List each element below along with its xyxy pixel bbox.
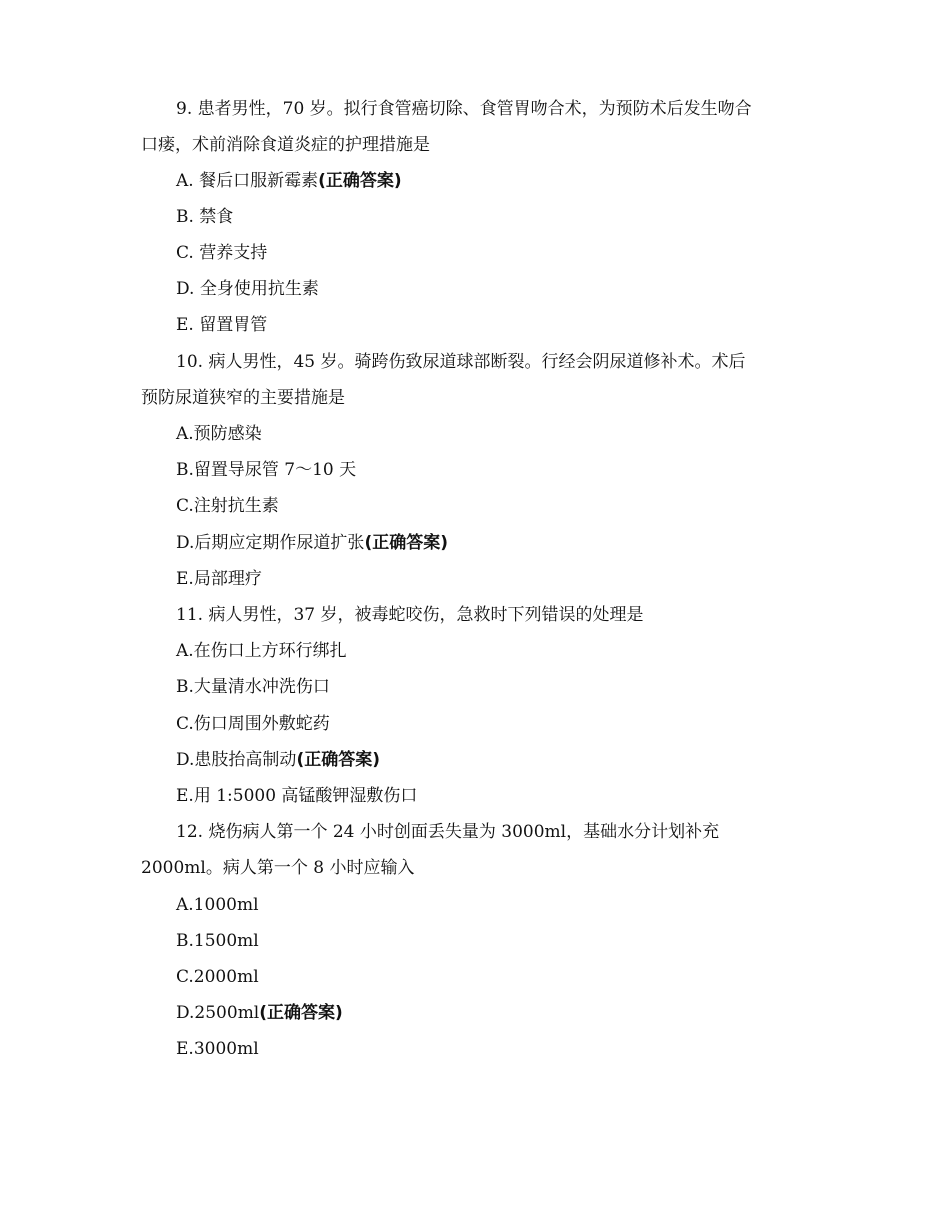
- question-10-option-c: C.注射抗生素: [176, 496, 279, 516]
- question-11-stem-line-1: 11. 病人男性，37 岁，被毒蛇咬伤，急救时下列错误的处理是: [176, 605, 644, 625]
- option-text: D.后期应定期作尿道扩张: [176, 533, 365, 553]
- correct-answer-label: (正确答案): [259, 1003, 343, 1023]
- question-10-option-e: E.局部理疗: [176, 569, 262, 589]
- question-9-stem-line-1: 9. 患者男性，70 岁。拟行食管癌切除、食管胃吻合术，为预防术后发生吻合: [176, 99, 752, 119]
- question-9-option-b: B. 禁食: [176, 207, 234, 227]
- question-9-option-a: [176, 170, 402, 192]
- question-12-stem-line-1: 12. 烧伤病人第一个 24 小时创面丢失量为 3000ml，基础水分计划补充: [176, 822, 720, 842]
- option-text: D.2500ml: [176, 1003, 260, 1023]
- question-12-option-c: C.2000ml: [176, 967, 259, 987]
- option-text: D.患肢抬高制动: [176, 750, 297, 770]
- question-9-option-d: D. 全身使用抗生素: [176, 279, 319, 299]
- question-12-option-a: A.1000ml: [176, 895, 259, 915]
- correct-answer-label: (正确答案): [296, 750, 380, 770]
- question-10-option-d: [176, 532, 448, 554]
- question-10-stem-line-1: 10. 病人男性，45 岁。骑跨伤致尿道球部断裂。行经会阴尿道修补术。术后: [176, 352, 746, 372]
- question-9-option-e: E. 留置胃管: [176, 315, 268, 335]
- question-9-option-c: C. 营养支持: [176, 243, 268, 263]
- question-11-option-c: C.伤口周围外敷蛇药: [176, 714, 330, 734]
- question-9-stem-line-2: 口瘘，术前消除食道炎症的护理措施是: [141, 135, 430, 155]
- question-11-option-b: B.大量清水冲洗伤口: [176, 677, 330, 697]
- question-12-option-d: [176, 1002, 343, 1024]
- question-11-option-a: A.在伤口上方环行绑扎: [176, 641, 347, 661]
- correct-answer-label: (正确答案): [318, 171, 402, 191]
- question-12-option-b: B.1500ml: [176, 931, 259, 951]
- question-11-option-e: E.用 1:5000 高锰酸钾湿敷伤口: [176, 786, 418, 806]
- question-10-stem-line-2: 预防尿道狭窄的主要措施是: [141, 388, 345, 408]
- question-11-option-d: [176, 749, 380, 771]
- question-10-option-b: B.留置导尿管 7～10 天: [176, 460, 357, 480]
- question-10-option-a: A.预防感染: [176, 424, 262, 444]
- option-text: A. 餐后口服新霉素: [176, 171, 319, 191]
- correct-answer-label: (正确答案): [364, 533, 448, 553]
- question-12-stem-line-2: 2000ml。病人第一个 8 小时应输入: [141, 858, 415, 878]
- question-12-option-e: E.3000ml: [176, 1039, 259, 1059]
